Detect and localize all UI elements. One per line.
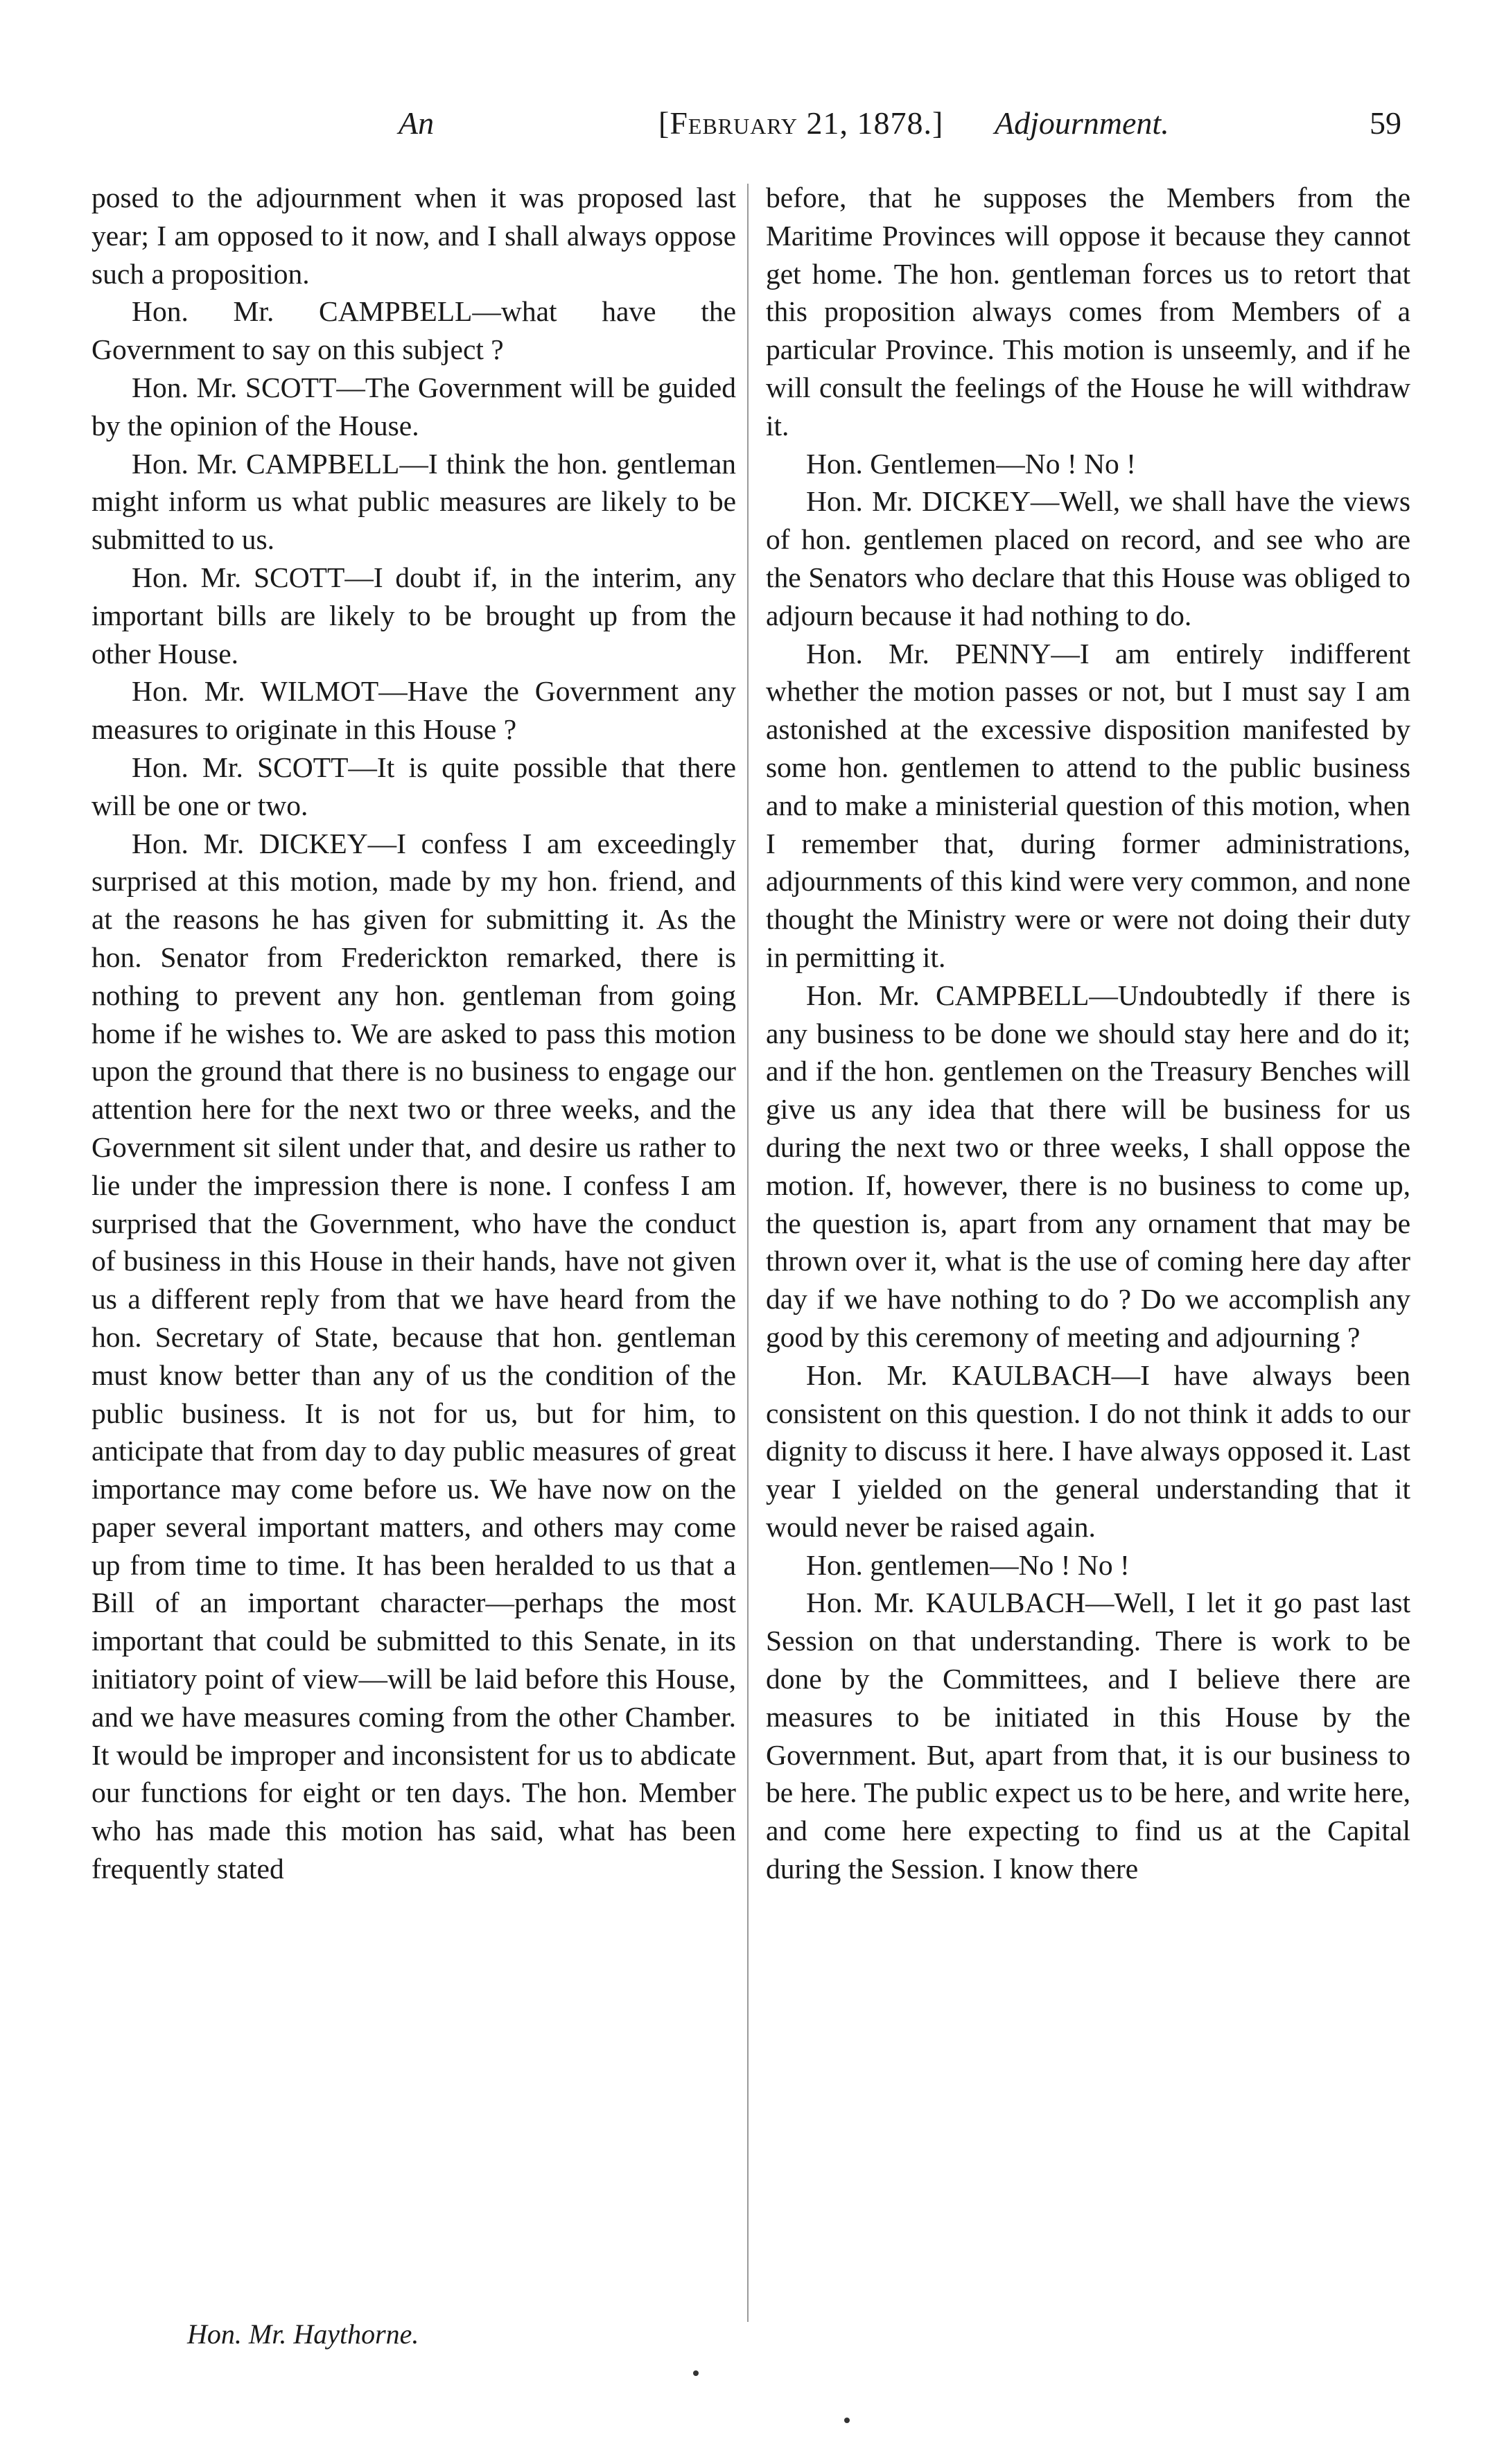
footnote-speaker: Hon. Mr. Haythorne. (187, 2318, 419, 2350)
right-paragraph-3: Hon. Mr. DICKEY—Well, we shall have the views of hon. gentlemen placed on record, and see who are the Senators who declare that this House was obliged to adjourn because it had nothing to do. (766, 485, 1410, 631)
left-column (91, 179, 736, 1888)
left-paragraph-6: Hon. Mr. WILMOT—Have the Government any measures to originate in this House ? (91, 675, 736, 746)
running-header (83, 103, 1429, 144)
header-right: Adjournment. (995, 105, 1169, 141)
print-speck (844, 2418, 850, 2423)
header-left: An (399, 105, 435, 141)
left-paragraph-8: Hon. Mr. DICKEY—I confess I am exceedingly surprised at this motion, made by my hon. friend, and at the reasons he has given for submitting it. As the hon. Senator from Frederickton remarked, there is nothing to prevent any hon. gentleman from going home if he wishes to. We are asked to pass this motion upon the ground that there is no business to engage our attention here for the next two or three weeks, and the Government sit silent under that, and desire us rather to lie under the impression there is none. I confess I am surprised that the Government, who have the conduct of business in this House in their hands, have not given us a different reply from that we have heard from the hon. Secretary of State, because that hon. gentleman must know better than any of us the condition of the public business. It is not for us, but for him, to anticipate that from day to day public measures of great importance may come before us. We have now on the paper several important matters, and others may come up from time to time. It has been heralded to us that a Bill of an important character—perhaps the most important that could be submitted to this Senate, in its initiatory point of view—will be laid before this House, and we have measures coming from the other Chamber. It would be improper and inconsistent for us to abdicate our functions for eight or ten days. The hon. Member who has made this motion has said, what has been frequently stated (91, 827, 736, 1885)
page-number: 59 (1370, 105, 1401, 141)
header-date: [February 21, 1878.] (658, 105, 944, 141)
right-paragraph-1: before, that he supposes the Members from the Maritime Provinces will oppose it because they cannot get home. The hon. gentleman forces us to retort that this proposition always comes from Members of a particular Province. This motion is unseemly, and if he will consult the feelings of the House he will withdraw it. (766, 182, 1410, 442)
right-paragraph-2: Hon. Gentlemen—No ! No ! (806, 447, 1136, 480)
right-paragraph-8: Hon. Mr. KAULBACH—Well, I let it go past last Session on that understanding. There is work to be done by the Committees, and I believe there are measures to be initiated in this House by the Government. But, apart from that, it is our business to be here. The public expect us to be here, and write here, and come here expecting to find us at the Capital during the Session. I know there (766, 1587, 1410, 1885)
right-paragraph-7: Hon. gentlemen—No ! No ! (806, 1548, 1130, 1581)
right-column (766, 179, 1410, 1888)
right-paragraph-5: Hon. Mr. CAMPBELL—Undoubtedly if there is any business to be done we should stay here and do it; and if the hon. gentlemen on the Treasury Benches will give us any idea that there will be business for us during the next two or three weeks, I shall oppose the motion. If, however, there is no business to come up, the question is, apart from any ornament that may be thrown over it, what is the use of coming here day after day if we have nothing to do ? Do we accomplish any good by this ceremony of meeting and adjourning ? (766, 979, 1410, 1353)
right-paragraph-6: Hon. Mr. KAULBACH—I have always been consistent on this question. I do not think it adds to our dignity to discuss it here. I have always opposed it. Last year I yielded on the general understanding that it would never be raised again. (766, 1358, 1410, 1543)
left-paragraph-2: Hon. Mr. CAMPBELL—what have the Government to say on this subject ? (91, 295, 736, 366)
right-paragraph-4: Hon. Mr. PENNY—I am entirely indifferent whether the motion passes or not, but I must say I am astonished at the excessive disposition manifested by some hon. gentlemen to attend to the public business and to make a ministerial question of this motion, when I remember that, during former administrations, adjournments of this kind were very common, and none thought the Ministry were or were not doing their duty in permitting it. (766, 637, 1410, 973)
left-paragraph-4: Hon. Mr. CAMPBELL—I think the hon. gentleman might inform us what public measures are likely to be submitted to us. (91, 447, 736, 556)
print-speck (693, 2370, 699, 2376)
left-paragraph-5: Hon. Mr. SCOTT—I doubt if, in the interim, any important bills are likely to be brought up from the other House. (91, 561, 736, 670)
left-paragraph-1: posed to the adjournment when it was proposed last year; I am opposed to it now, and I shall always oppose such a proposition. (91, 182, 736, 290)
left-paragraph-3: Hon. Mr. SCOTT—The Government will be guided by the opinion of the House. (91, 371, 736, 442)
column-divider (747, 184, 749, 2322)
left-paragraph-7: Hon. Mr. SCOTT—It is quite possible that there will be one or two. (91, 751, 736, 821)
